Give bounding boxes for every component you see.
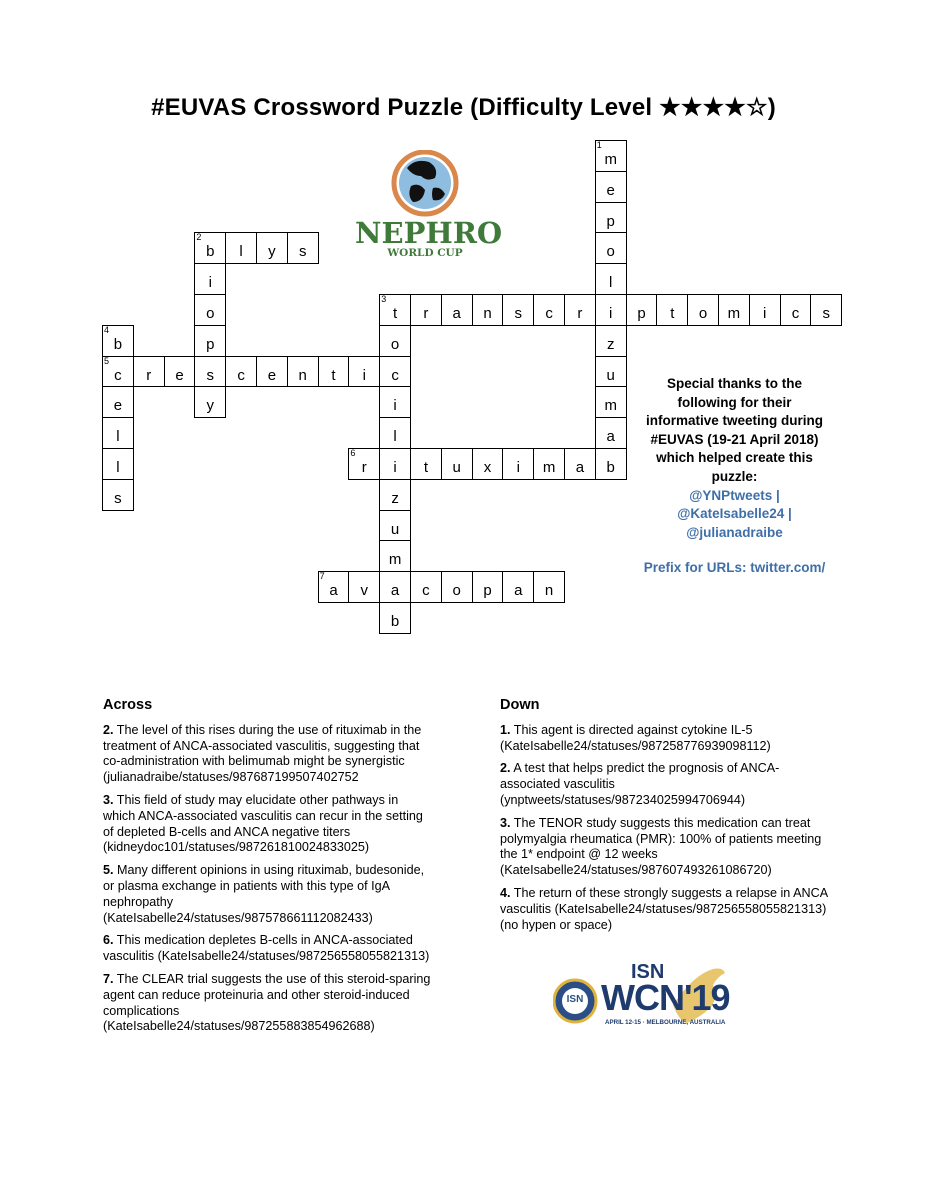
grid-cell[interactable] bbox=[533, 294, 565, 326]
down-clue bbox=[500, 723, 830, 755]
cell-letter: o bbox=[206, 305, 215, 322]
grid-cell[interactable] bbox=[595, 232, 627, 264]
grid-cell[interactable] bbox=[194, 263, 226, 295]
acknowledgement-text: Special thanks to the following for their informative tweeting during #EUVAS (19-21 April 2018) which helped create this puzzle: bbox=[645, 376, 823, 484]
down-heading: Down bbox=[500, 697, 540, 713]
cell-letter: p bbox=[206, 335, 215, 353]
clue-number: 5 bbox=[104, 355, 110, 366]
grid-cell[interactable] bbox=[780, 294, 812, 326]
grid-cell[interactable] bbox=[287, 232, 319, 264]
grid-cell[interactable] bbox=[441, 294, 473, 326]
grid-cell[interactable] bbox=[472, 571, 504, 603]
clue-text: The CLEAR trial suggests the use of this steroid-sparing agent can reduce proteinuria and other steroid-induced complications (KateIsabelle24/statuses/987255883854962688) bbox=[103, 971, 431, 1034]
cell-letter: c bbox=[545, 305, 553, 322]
cell-letter: u bbox=[390, 520, 400, 538]
grid-cell[interactable] bbox=[194, 386, 226, 418]
grid-cell[interactable] bbox=[287, 356, 319, 388]
cell-letter: t bbox=[393, 305, 398, 322]
grid-cell[interactable] bbox=[379, 325, 411, 357]
grid-cell[interactable] bbox=[595, 171, 627, 203]
cell-letter: r bbox=[361, 459, 367, 476]
cell-letter: i bbox=[362, 366, 366, 384]
cell-letter: b bbox=[606, 459, 615, 476]
grid-cell[interactable] bbox=[472, 294, 504, 326]
cell-letter: p bbox=[483, 582, 492, 600]
grid-cell[interactable] bbox=[595, 263, 627, 295]
grid-cell[interactable] bbox=[102, 417, 134, 449]
grid-cell[interactable] bbox=[194, 325, 226, 357]
grid-cell[interactable] bbox=[533, 571, 565, 603]
clue-text: The level of this rises during the use of rituximab in the treatment of ANCA-associated vasculitis, suggesting that co-administration with belimumab might be synergistic (julianadraibe/statuses/987687199507402752 bbox=[103, 722, 422, 785]
cell-letter: e bbox=[175, 366, 184, 384]
grid-cell[interactable] bbox=[194, 356, 226, 388]
cell-letter: i bbox=[516, 459, 520, 476]
grid-cell[interactable] bbox=[410, 448, 442, 480]
grid-cell[interactable] bbox=[687, 294, 719, 326]
grid-cell[interactable] bbox=[379, 417, 411, 449]
cell-letter: n bbox=[483, 305, 492, 322]
wcn19-subtext: APRIL 12-15 · MELBOURNE, AUSTRALIA bbox=[605, 1019, 726, 1026]
cell-letter: o bbox=[390, 335, 400, 353]
handle-julianadraibe[interactable]: @julianadraibe bbox=[686, 524, 783, 540]
grid-cell[interactable] bbox=[379, 448, 411, 480]
grid-cell[interactable] bbox=[718, 294, 750, 326]
grid-cell[interactable] bbox=[379, 540, 411, 572]
cell-letter: a bbox=[575, 459, 585, 476]
cell-letter: y bbox=[268, 243, 276, 261]
cell-letter: c bbox=[237, 366, 245, 384]
twitter-handles bbox=[642, 487, 827, 543]
clue-number: 3. bbox=[103, 792, 114, 807]
cell-letter: y bbox=[206, 397, 215, 415]
grid-cell[interactable] bbox=[595, 356, 627, 388]
grid-cell[interactable] bbox=[379, 294, 411, 326]
cell-letter: z bbox=[606, 335, 615, 353]
down-clue bbox=[500, 886, 830, 933]
cell-letter: o bbox=[452, 582, 461, 600]
down-clue bbox=[500, 816, 830, 879]
cell-letter: b bbox=[113, 335, 123, 353]
nephro-logo-text: NEPHRO bbox=[355, 216, 503, 250]
grid-cell[interactable] bbox=[318, 571, 350, 603]
cell-letter: l bbox=[609, 274, 613, 292]
clue-number: 4 bbox=[104, 324, 110, 335]
grid-cell[interactable] bbox=[595, 325, 627, 357]
clue-number: 2 bbox=[196, 232, 202, 243]
clue-number: 4. bbox=[500, 885, 511, 900]
grid-cell[interactable] bbox=[595, 140, 627, 172]
grid-cell[interactable] bbox=[533, 448, 565, 480]
cell-letter: p bbox=[637, 305, 646, 322]
cell-letter: u bbox=[606, 366, 615, 384]
clue-text: Many different opinions in using rituximab, budesonide, or plasma exchange in patients with this type of IgA nephropathy (KateIsabelle24/statuses/987578661112082433) bbox=[103, 863, 425, 925]
cell-letter: l bbox=[116, 428, 120, 446]
cell-letter: s bbox=[822, 305, 831, 322]
cell-letter: i bbox=[763, 305, 767, 322]
cell-letter: o bbox=[698, 305, 708, 322]
cell-letter: m bbox=[542, 459, 556, 476]
grid-cell[interactable] bbox=[564, 294, 596, 326]
grid-cell[interactable] bbox=[379, 571, 411, 603]
cell-letter: a bbox=[329, 582, 338, 600]
cell-letter: a bbox=[514, 582, 523, 600]
grid-cell[interactable] bbox=[133, 356, 165, 388]
grid-cell[interactable] bbox=[595, 386, 627, 418]
grid-cell[interactable] bbox=[348, 571, 380, 603]
cell-letter: r bbox=[423, 305, 429, 322]
wcn19-text: WCN'19 bbox=[601, 977, 730, 1018]
clue-number: 1 bbox=[596, 140, 602, 150]
grid-cell[interactable] bbox=[656, 294, 688, 326]
grid-cell[interactable] bbox=[256, 356, 288, 388]
cell-letter: l bbox=[239, 243, 243, 261]
clue-text: This field of study may elucidate other pathways in which ANCA-associated vasculitis can recur in the setting of depleted B-cells and ANCA negative titers (kidneydoc101/statuses/987261810024833025) bbox=[103, 792, 423, 855]
across-clue bbox=[103, 793, 433, 856]
down-clue bbox=[500, 761, 830, 808]
cell-letter: i bbox=[208, 274, 212, 292]
grid-cell[interactable] bbox=[810, 294, 842, 326]
grid-cell[interactable] bbox=[194, 294, 226, 326]
acknowledgement-box bbox=[642, 375, 827, 578]
grid-cell[interactable] bbox=[348, 356, 380, 388]
cell-letter: m bbox=[604, 151, 617, 168]
grid-cell[interactable] bbox=[318, 356, 350, 388]
cell-letter: o bbox=[606, 243, 615, 261]
clue-number: 2. bbox=[500, 761, 511, 776]
grid-cell[interactable] bbox=[194, 232, 226, 264]
cell-letter: e bbox=[113, 397, 123, 415]
cell-letter: m bbox=[727, 305, 741, 322]
cell-letter: z bbox=[391, 489, 399, 507]
clue-number: 1. bbox=[500, 722, 511, 737]
cell-letter: r bbox=[577, 305, 583, 322]
grid-cell[interactable] bbox=[379, 479, 411, 511]
cell-letter: m bbox=[604, 397, 617, 415]
clue-number: 7. bbox=[103, 971, 114, 986]
grid-cell[interactable] bbox=[410, 294, 442, 326]
grid-cell[interactable] bbox=[564, 448, 596, 480]
cell-letter: u bbox=[452, 459, 461, 476]
grid-cell[interactable] bbox=[164, 356, 196, 388]
across-clue bbox=[103, 863, 433, 926]
cell-letter: n bbox=[544, 582, 554, 600]
grid-cell[interactable] bbox=[410, 571, 442, 603]
grid-cell[interactable] bbox=[102, 356, 134, 388]
grid-cell[interactable] bbox=[502, 571, 534, 603]
grid-cell[interactable] bbox=[441, 448, 473, 480]
cell-letter: i bbox=[393, 397, 397, 415]
isn-wcn19-logo bbox=[553, 961, 743, 1045]
cell-letter: i bbox=[609, 305, 613, 322]
down-clues bbox=[500, 698, 830, 940]
grid-cell[interactable] bbox=[102, 448, 134, 480]
cell-letter: x bbox=[483, 459, 492, 476]
cell-letter: a bbox=[606, 428, 615, 446]
clue-text: This agent is directed against cytokine IL-5 (KateIsabelle24/statuses/987258776939098112) bbox=[500, 722, 771, 753]
grid-cell[interactable] bbox=[502, 294, 534, 326]
across-clue-list bbox=[103, 723, 433, 1035]
grid-cell[interactable] bbox=[348, 448, 380, 480]
cell-letter: b bbox=[206, 243, 215, 261]
clue-number: 6. bbox=[103, 933, 114, 948]
isn-header-text: ISN bbox=[631, 961, 665, 983]
grid-cell[interactable] bbox=[595, 417, 627, 449]
cell-letter: s bbox=[514, 305, 523, 322]
cell-letter: a bbox=[452, 305, 461, 322]
clue-number: 5. bbox=[103, 863, 114, 878]
grid-cell[interactable] bbox=[441, 571, 473, 603]
nephro-logo-subtext: WORLD CUP bbox=[387, 247, 463, 259]
grid-cell[interactable] bbox=[379, 386, 411, 418]
clue-number: 3. bbox=[500, 815, 511, 830]
grid-cell[interactable] bbox=[472, 448, 504, 480]
cell-letter: b bbox=[390, 613, 400, 630]
grid-cell[interactable] bbox=[595, 294, 627, 326]
handle-ynptweets[interactable]: @YNPtweets | bbox=[689, 487, 780, 503]
grid-cell[interactable] bbox=[379, 356, 411, 388]
url-prefix-note: Prefix for URLs: twitter.com/ bbox=[643, 560, 826, 576]
cell-letter: t bbox=[331, 366, 336, 384]
cell-letter: e bbox=[267, 366, 277, 384]
grid-cell[interactable] bbox=[502, 448, 534, 480]
grid-cell[interactable] bbox=[595, 448, 627, 480]
page-title: #EUVAS Crossword Puzzle (Difficulty Level ★★★★☆) bbox=[151, 94, 776, 121]
cell-letter: n bbox=[298, 366, 307, 384]
cell-letter: t bbox=[423, 459, 428, 476]
cell-letter: s bbox=[298, 243, 307, 261]
clue-text: A test that helps predict the prognosis of ANCA-associated vasculitis (ynptweets/statuses/987234025994706944) bbox=[500, 761, 780, 807]
cell-letter: t bbox=[670, 305, 675, 322]
across-clue bbox=[103, 972, 433, 1035]
cell-letter: i bbox=[393, 459, 397, 476]
down-clue-list bbox=[500, 723, 830, 934]
grid-cell[interactable] bbox=[225, 356, 257, 388]
handle-kateisabelle24[interactable]: @KateIsabelle24 | bbox=[677, 506, 792, 522]
isn-badge-text: ISN bbox=[566, 994, 584, 1005]
grid-cell[interactable] bbox=[379, 602, 411, 634]
grid-cell[interactable] bbox=[102, 479, 134, 511]
clue-number: 2. bbox=[103, 722, 114, 737]
cell-letter: m bbox=[388, 551, 402, 569]
cell-letter: c bbox=[791, 305, 800, 322]
across-heading: Across bbox=[103, 697, 153, 713]
clue-text: The return of these strongly suggests a relapse in ANCA vasculitis (KateIsabelle24/statuses/987256558055821313) (no hypen or space) bbox=[500, 885, 828, 932]
cell-letter: a bbox=[390, 582, 400, 600]
cell-letter: r bbox=[146, 366, 152, 384]
clue-number: 7 bbox=[319, 571, 325, 582]
grid-cell[interactable] bbox=[102, 325, 134, 357]
cell-letter: p bbox=[606, 212, 615, 230]
cell-letter: s bbox=[114, 489, 122, 507]
cell-letter: c bbox=[114, 366, 122, 384]
clue-text: The TENOR study suggests this medication can treat polymyalgia rheumatica (PMR): 100% of patients meeting the 1* endpoint @ 12 weeks (KateIsabelle24/statuses/987607493261086720) bbox=[500, 815, 822, 878]
cell-letter: c bbox=[422, 582, 430, 600]
clue-number: 6 bbox=[350, 448, 356, 458]
grid-cell[interactable] bbox=[256, 232, 288, 264]
grid-cell[interactable] bbox=[102, 386, 134, 418]
grid-cell[interactable] bbox=[749, 294, 781, 326]
across-clue bbox=[103, 723, 433, 786]
cell-letter: l bbox=[393, 428, 397, 446]
cell-letter: e bbox=[606, 181, 615, 199]
cell-letter: l bbox=[116, 459, 120, 476]
clue-number: 3 bbox=[381, 294, 387, 304]
across-clues bbox=[103, 698, 433, 1042]
cell-letter: s bbox=[206, 366, 215, 384]
grid-cell[interactable] bbox=[595, 202, 627, 234]
grid-cell[interactable] bbox=[379, 510, 411, 542]
clue-text: This medication depletes B-cells in ANCA-associated vasculitis (KateIsabelle24/statuses/987256558055821313) bbox=[103, 933, 430, 964]
across-clue bbox=[103, 933, 433, 965]
cell-letter: c bbox=[391, 366, 399, 384]
cell-letter: v bbox=[360, 582, 369, 600]
grid-cell[interactable] bbox=[626, 294, 658, 326]
grid-cell[interactable] bbox=[225, 232, 257, 264]
